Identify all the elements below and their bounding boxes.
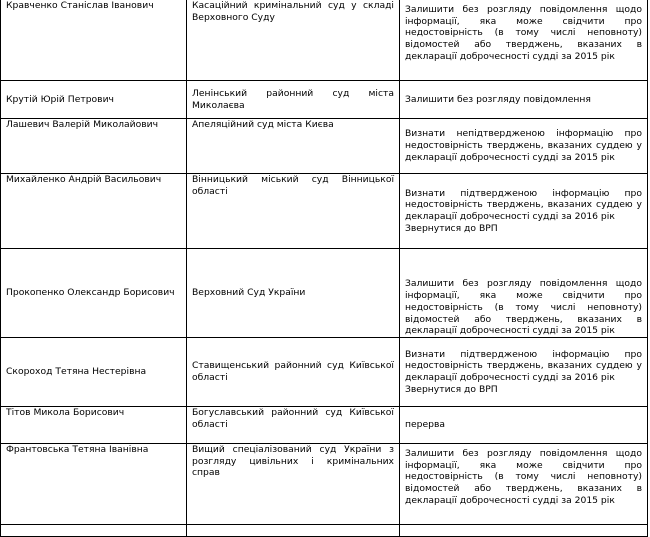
court-cell: Вінницький міський суд Вінницької області [187,174,400,249]
decision-text: Залишити без розгляду повідомлення щодо інформації, яка може свідчити про недостовірність (в тому числі неповноту) відомостей або тверджень, вказаних в декларації доброчесності судді за 2015 рік [405,278,642,337]
table-row [1,525,648,537]
decision-text: Визнати підтвердженою інформацію про недостовірність тверджень, вказаних суддею у декларації доброчесності судді за 2016 рік [405,187,642,222]
table-cell [187,525,400,537]
court-cell: Касаційний кримінальний суд у складі Верховного Суду [187,0,400,81]
court-cell: Богуславський районний суд Київської області [187,407,400,444]
judge-name-cell: Кравченко Станіслав Іванович [1,0,187,81]
decision-text: Звернутися до ВРП [405,383,498,395]
decision-text: перерва [405,419,446,431]
judge-name-cell: Михайленко Андрій Васильович [1,174,187,249]
decision-cell [400,174,648,249]
table-row [1,0,648,81]
decision-text: Визнати підтвердженою інформацію про недостовірність тверджень, вказаних суддею у декларації доброчесності судді за 2016 рік [405,348,642,383]
judge-name-cell: Франтовська Тетяна Іванівна [1,444,187,525]
judge-name-cell: Лашевич Валерій Миколайович [1,119,187,174]
decision-text: Залишити без розгляду повідомлення щодо інформації, яка може свідчити про недостовірність (в тому числі неповноту) відомостей або тверджень, вказаних в декларації доброчесності судді за 2015 рік [405,448,642,506]
table-row [1,174,648,249]
decision-cell [400,444,648,525]
table-row [1,338,648,407]
judge-name-cell: Крутій Юрій Петрович [1,81,187,119]
court-cell: Ставищенський районний суд Київської області [187,338,400,407]
decision-text: Звернутися до ВРП [405,222,498,234]
court-cell: Ленінський районний суд міста Миколаєва [187,81,400,119]
table-cell [1,525,187,537]
decision-cell [400,249,648,338]
court-cell: Верховний Суд України [187,249,400,338]
decision-cell [400,407,648,444]
table-row [1,119,648,174]
court-cell: Вищий спеціалізований суд України з розгляду цивільних і кримінальних справ [187,444,400,525]
decision-cell [400,119,648,174]
decision-cell [400,338,648,407]
decision-text: Залишити без розгляду повідомлення щодо інформації, яка може свідчити про недостовірність (в тому числі неповноту) відомостей або тверджень, вказаних в декларації доброчесності судді за 2015 рік [405,4,642,62]
decision-cell [400,0,648,81]
table-row [1,249,648,338]
court-cell: Апеляційний суд міста Києва [187,119,400,174]
decision-text: Визнати непідтвердженою інформацію про недостовірність тверджень, вказаних суддею у декларації доброчесності судді за 2015 рік [405,128,642,163]
table-row [1,444,648,525]
table-cell [400,525,648,537]
judge-name-cell: Тітов Микола Борисович [1,407,187,444]
decision-cell [400,81,648,119]
judge-name-cell: Скороход Тетяна Нестерівна [1,338,187,407]
table-row [1,407,648,444]
decision-text: Залишити без розгляду повідомлення [405,93,591,105]
table-row [1,81,648,119]
judge-name-cell: Прокопенко Олександр Борисович [1,249,187,338]
